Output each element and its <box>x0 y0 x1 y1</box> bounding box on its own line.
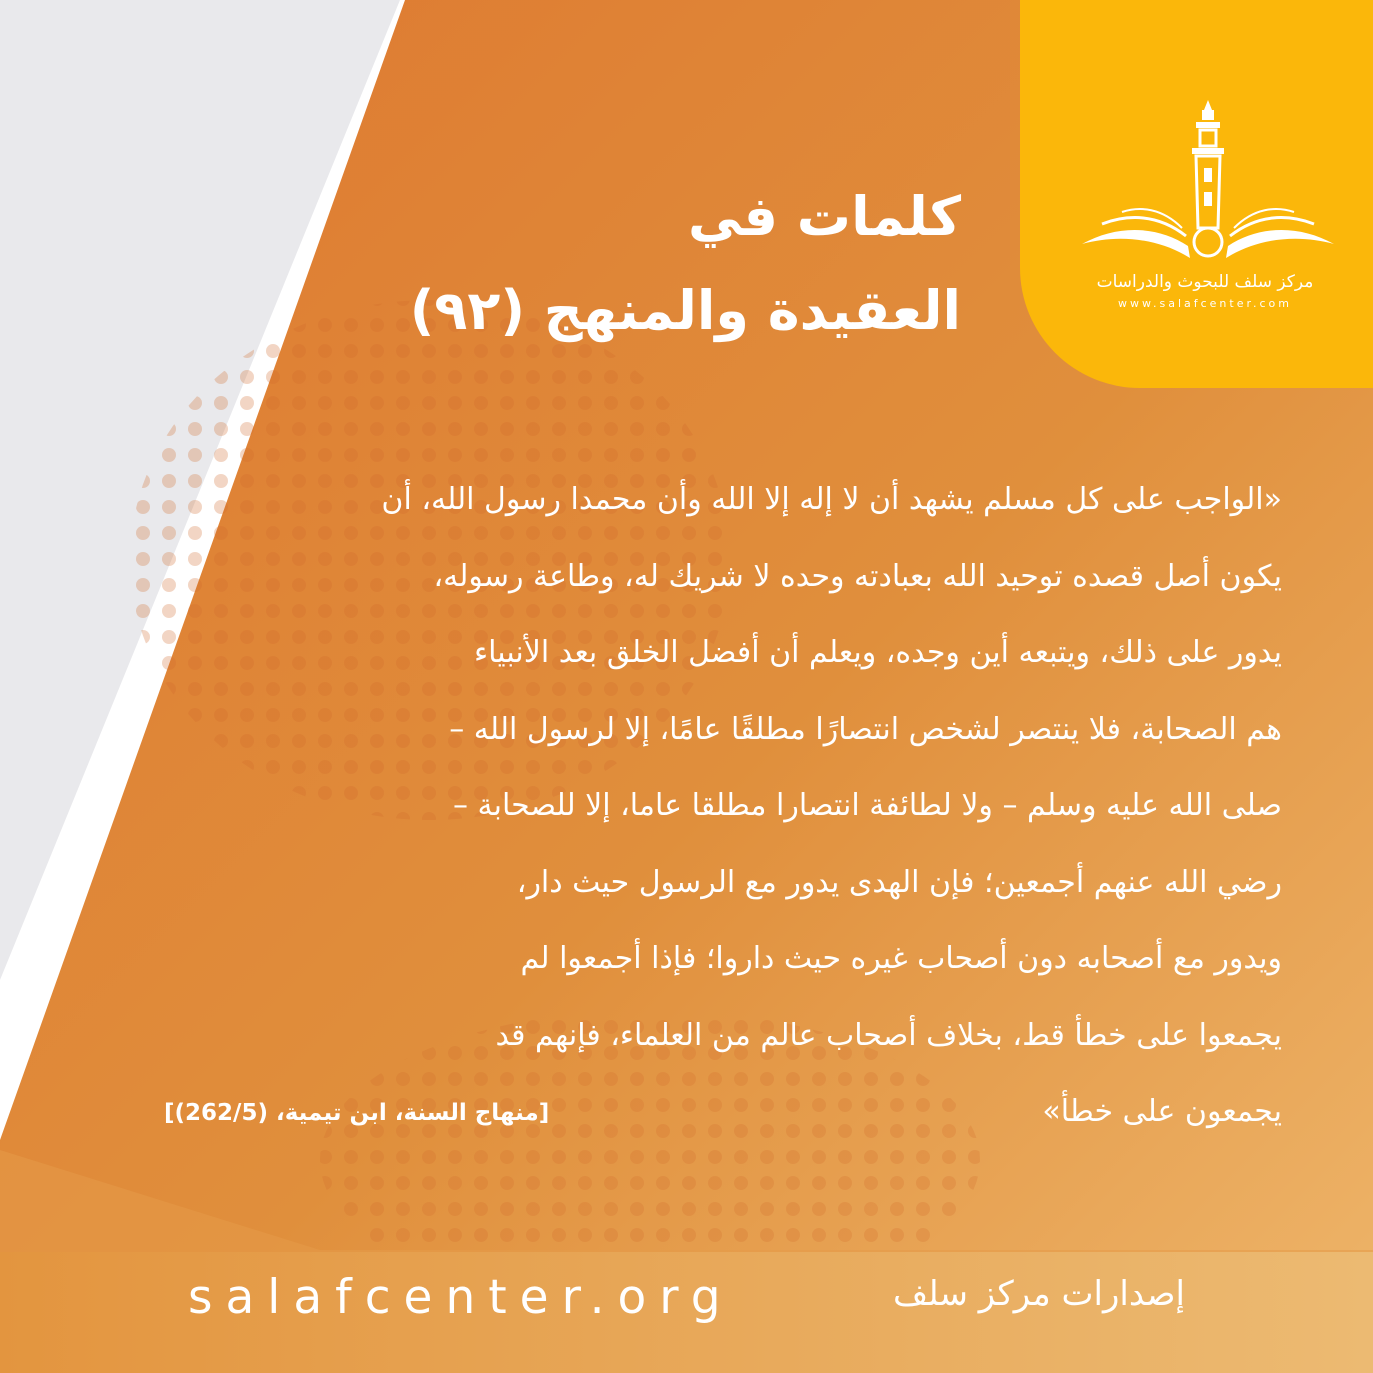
quote-line: يجمعوا على خطأ قط، بخلاف أصحاب عالم من العلماء، فإنهم قد <box>495 1017 1282 1053</box>
quote-line: هم الصحابة، فلا ينتصر لشخص انتصارًا مطلقًا عامًا، إلا لرسول الله – <box>449 711 1282 747</box>
quote-line: يجمعون على خطأ» <box>1042 1094 1282 1129</box>
footer-website[interactable]: salafcenter.org <box>188 1270 734 1325</box>
quote-text <box>190 462 1282 1151</box>
quote-line: يدور على ذلك، ويتبعه أين وجده، ويعلم أن أفضل الخلق بعد الأنبياء <box>474 635 1282 670</box>
footer-publisher: إصدارات مركز سلف <box>893 1274 1185 1314</box>
logo-url: www.salafcenter.com <box>1118 297 1292 310</box>
logo-name: مركز سلف للبحوث والدراسات <box>1096 272 1314 292</box>
quote-line: صلى الله عليه وسلم – ولا لطائفة انتصارا مطلقا عاما، إلا للصحابة – <box>453 788 1282 823</box>
page-title <box>410 170 961 358</box>
title-line-1: كلمات في <box>688 185 961 248</box>
quote-source: [منهاج السنة، ابن تيمية، (262/5)] <box>164 1100 550 1126</box>
quote-line: يكون أصل قصده توحيد الله بعبادته وحده لا شريك له، وطاعة رسوله، <box>433 558 1282 594</box>
quote-line: رضي الله عنهم أجمعين؛ فإن الهدى يدور مع الرسول حيث دار، <box>516 864 1282 900</box>
quote-line: «الواجب على كل مسلم يشهد أن لا إله إلا الله وأن محمدا رسول الله، أن <box>381 482 1282 517</box>
title-line-2: العقيدة والمنهج (٩٢) <box>409 279 961 342</box>
minaret-book-icon <box>1078 96 1338 276</box>
quote-line: ويدور مع أصحابه دون أصحاب غيره حيث داروا؛ فإذا أجمعوا لم <box>520 941 1282 976</box>
